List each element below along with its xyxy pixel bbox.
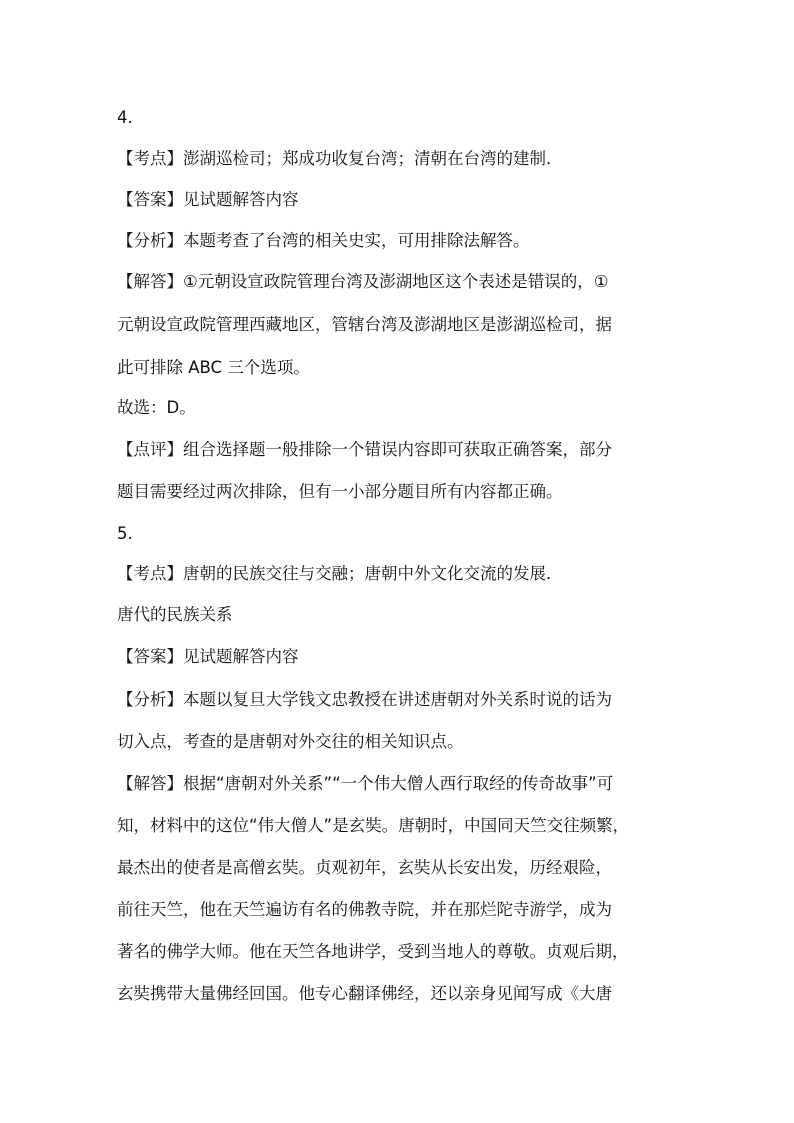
solution-line-5-b: 知，材料中的这位“伟大僧人”是玄奘。唐朝时，中国同天竺交往频繁， xyxy=(117,816,630,835)
comment-line-4-b: 题目需要经过两次排除，但有一小部分题目所有内容都正确。 xyxy=(117,482,563,501)
question-number-4: 4. xyxy=(117,108,133,127)
solution-line-5-e: 著名的佛学大师。他在天竺各地讲学，受到当地人的尊敬。贞观后期， xyxy=(117,942,629,961)
kaodian-line-5: 【考点】唐朝的民族交往与交融；唐朝中外文化交流的发展． xyxy=(117,564,563,583)
comment-line-4-a: 【点评】组合选择题一般排除一个错误内容即可获取正确答案，部分 xyxy=(117,440,612,459)
answer-line-4: 【答案】见试题解答内容 xyxy=(117,190,299,209)
question-number-5: 5. xyxy=(117,524,133,543)
kaodian-line-4: 【考点】澎湖巡检司；郑成功收复台湾；清朝在台湾的建制． xyxy=(117,149,563,168)
answer-line-5: 【答案】见试题解答内容 xyxy=(117,647,299,666)
solution-line-5-d: 前往天竺，他在天竺遍访有名的佛教寺院，并在那烂陀寺游学，成为 xyxy=(117,900,612,919)
analysis-line-5-a: 【分析】本题以复旦大学钱文忠教授在讲述唐朝对外关系时说的话为 xyxy=(117,690,612,709)
solution-line-4-b: 元朝设宣政院管理西藏地区，管辖台湾及澎湖地区是澎湖巡检司，据 xyxy=(117,315,612,334)
analysis-line-5-b: 切入点，考查的是唐朝对外交往的相关知识点。 xyxy=(117,732,464,751)
solution-line-5-a: 【解答】根据“唐朝对外关系”“一个伟大僧人西行取经的传奇故事”可 xyxy=(117,774,614,793)
solution-line-4-a: 【解答】①元朝设宣政院管理台湾及澎湖地区这个表述是错误的，① xyxy=(117,272,609,291)
solution-line-5-f: 玄奘携带大量佛经回国。他专心翻译佛经，还以亲身见闻写成《大唐 xyxy=(117,984,612,1003)
solution-line-5-c: 最杰出的使者是高僧玄奘。贞观初年，玄奘从长安出发，历经艰险， xyxy=(117,858,612,877)
topic-line-5: 唐代的民族关系 xyxy=(117,605,233,624)
solution-line-4-c: 此可排除 ABC 三个选项。 xyxy=(117,358,310,377)
choice-line-4: 故选：D。 xyxy=(117,398,196,417)
analysis-line-4: 【分析】本题考查了台湾的相关史实，可用排除法解答。 xyxy=(117,231,530,250)
